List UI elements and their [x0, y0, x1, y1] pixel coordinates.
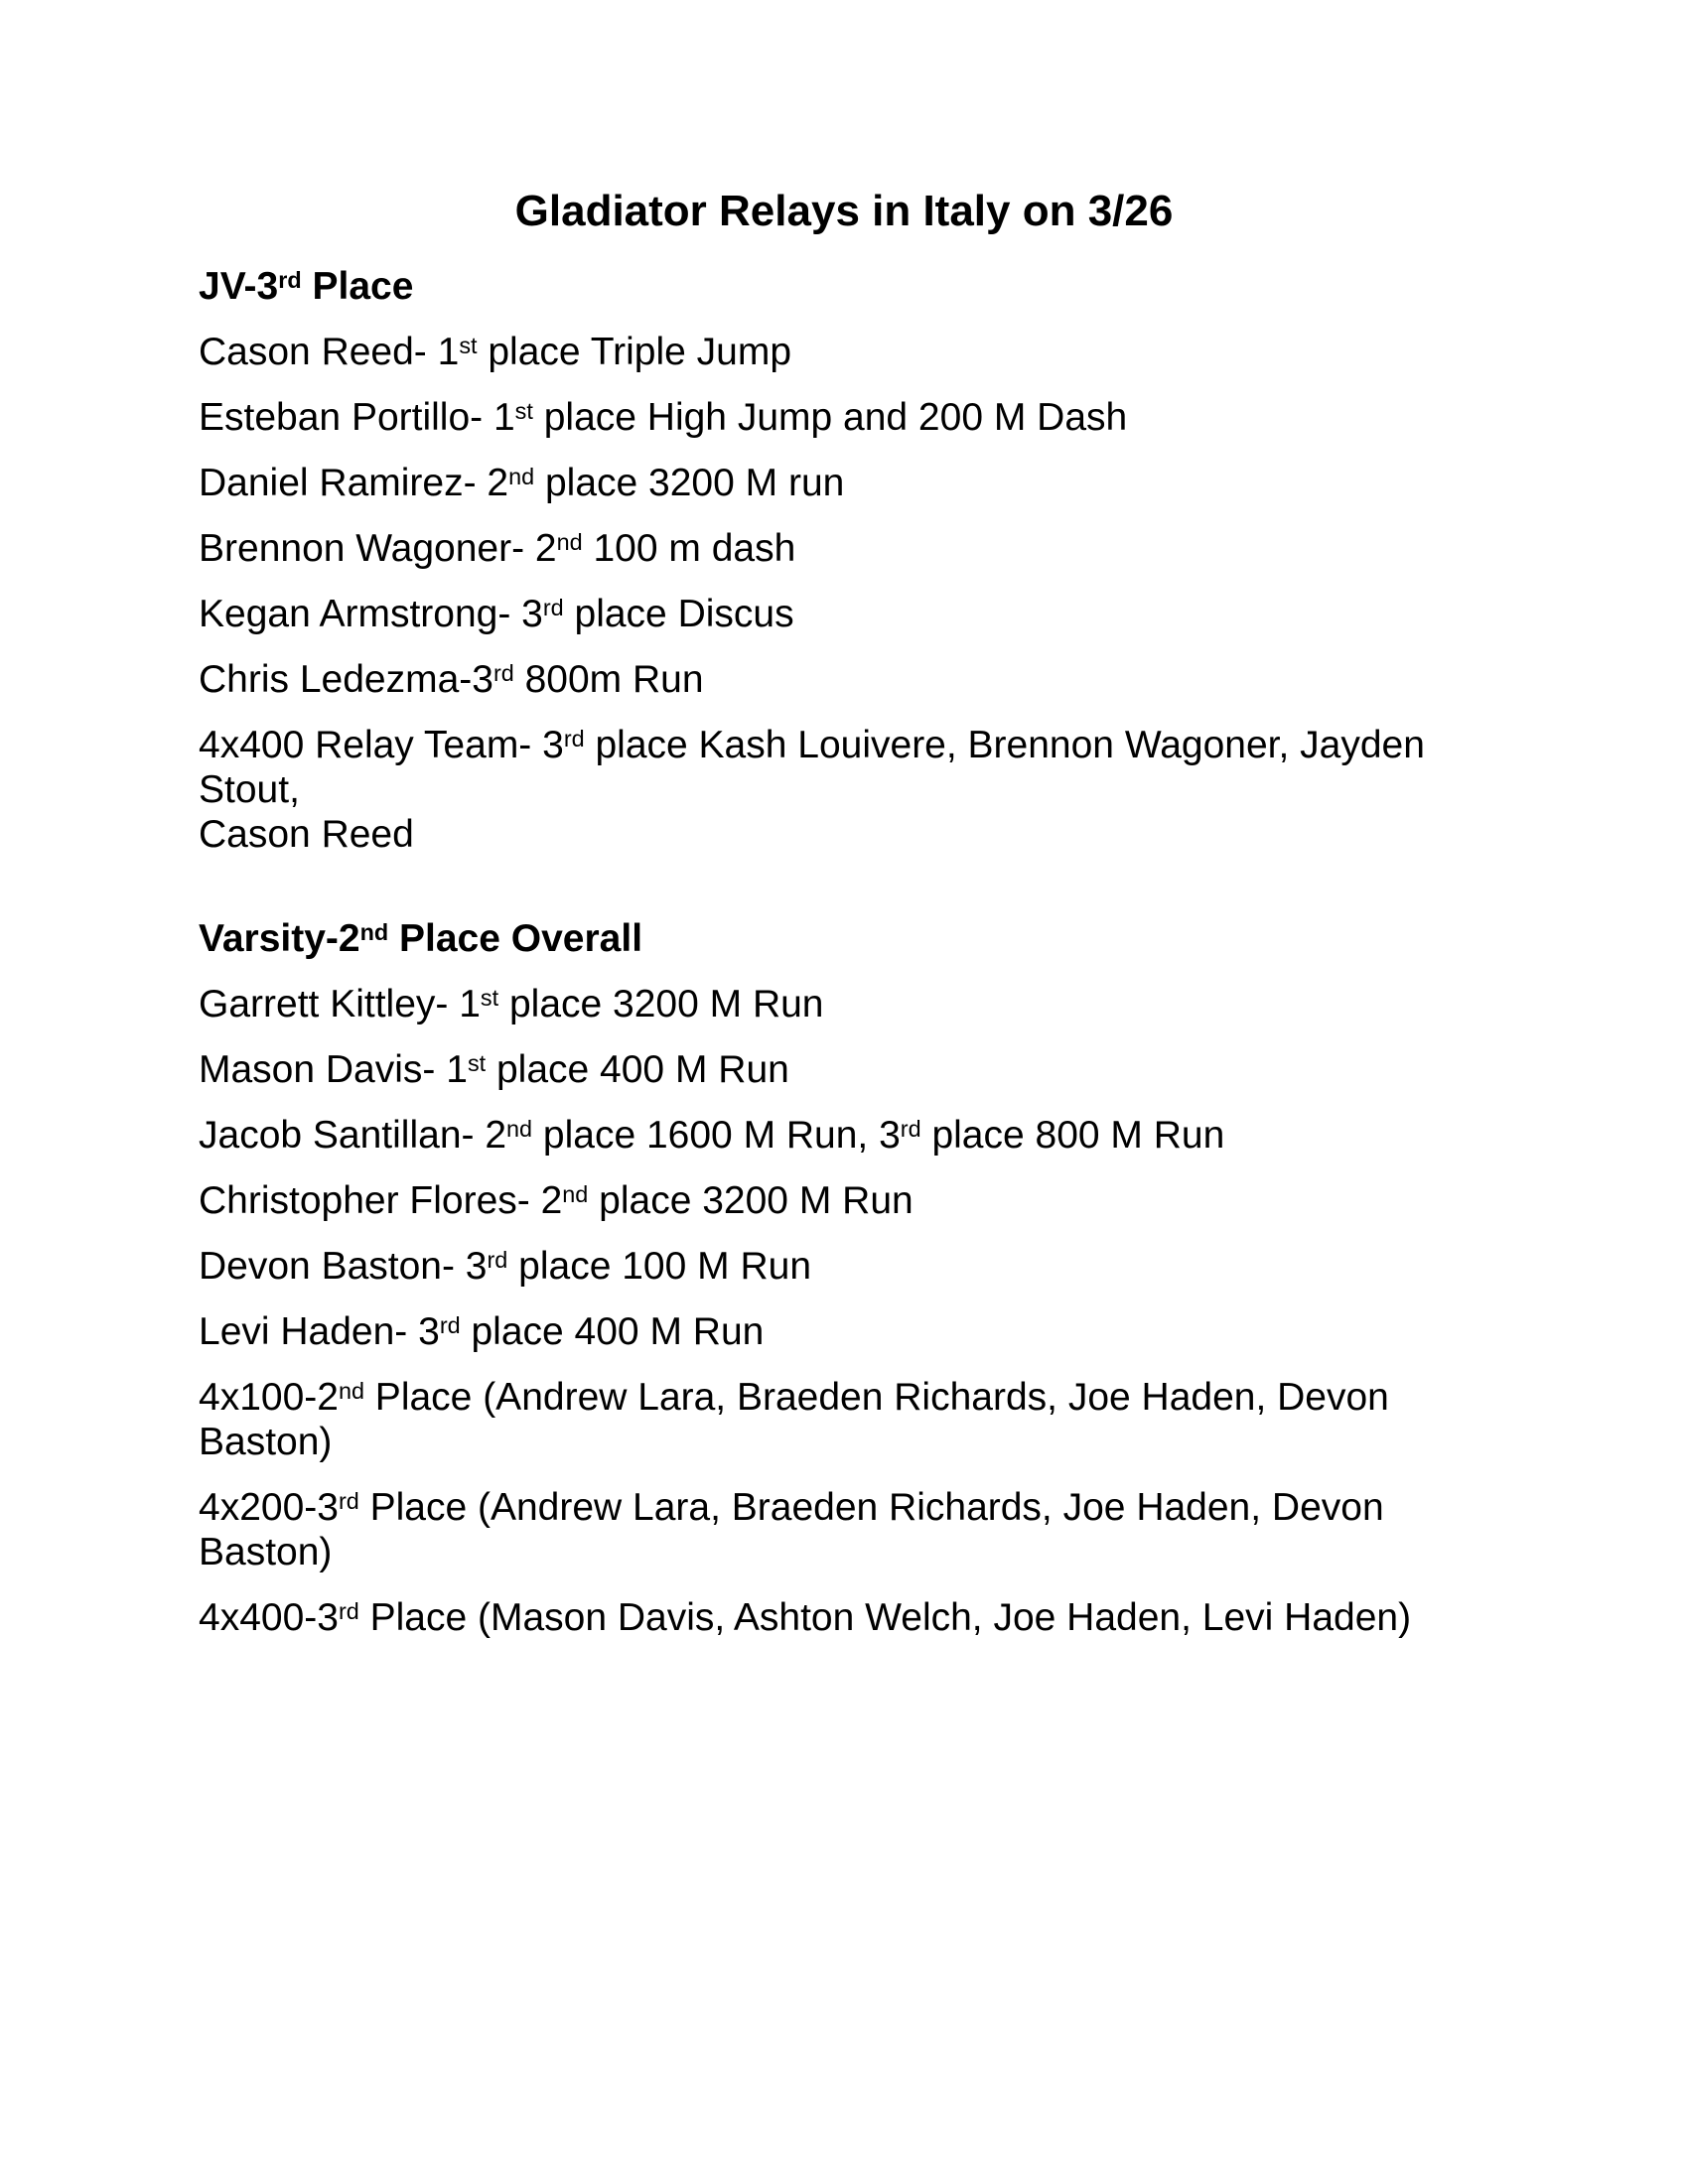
varsity-section-heading: Varsity-2nd Place Overall [199, 917, 643, 960]
document-title: Gladiator Relays in Italy on 3/26 [514, 187, 1174, 235]
ordinal-superscript: st [514, 398, 533, 425]
result-line: Brennon Wagoner- 2nd 100 m dash [199, 527, 796, 570]
ordinal-superscript: rd [487, 1247, 508, 1274]
ordinal-superscript: nd [508, 464, 535, 490]
section-varsity [199, 916, 1489, 1640]
section-jv [199, 264, 1489, 857]
ordinal-superscript: nd [556, 529, 583, 556]
varsity-results-list [199, 982, 1489, 1640]
result-line: Cason Reed- 1st place Triple Jump [199, 331, 792, 373]
result-line: Chris Ledezma-3rd 800m Run [199, 658, 704, 701]
ordinal-superscript: st [459, 333, 478, 359]
ordinal-superscript: rd [492, 660, 514, 687]
ordinal-superscript: rd [542, 595, 564, 621]
ordinal-superscript: nd [359, 919, 389, 946]
result-line: 4x100-2nd Place (Andrew Lara, Braeden Richards, Joe Haden, Devon Baston) [199, 1376, 1389, 1463]
ordinal-superscript: nd [562, 1181, 589, 1208]
result-line: 4x200-3rd Place (Andrew Lara, Braeden Richards, Joe Haden, Devon Baston) [199, 1486, 1384, 1573]
ordinal-superscript: rd [338, 1598, 359, 1625]
result-line: Jacob Santillan- 2nd place 1600 M Run, 3rd place 800 M Run [199, 1114, 1225, 1157]
result-line: 4x400-3rd Place (Mason Davis, Ashton Welch, Joe Haden, Levi Haden) [199, 1596, 1412, 1639]
ordinal-superscript: rd [563, 726, 585, 752]
ordinal-superscript: rd [900, 1116, 921, 1143]
ordinal-superscript: rd [338, 1488, 359, 1515]
result-line: Garrett Kittley- 1st place 3200 M Run [199, 983, 824, 1025]
ordinal-superscript: rd [278, 267, 302, 294]
ordinal-superscript: nd [506, 1116, 533, 1143]
result-line: Daniel Ramirez- 2nd place 3200 M run [199, 462, 845, 504]
result-line: Devon Baston- 3rd place 100 M Run [199, 1245, 812, 1288]
ordinal-superscript: nd [338, 1378, 364, 1405]
jv-results-list [199, 330, 1489, 857]
jv-section-heading: JV-3rd Place [199, 265, 414, 308]
result-line: 4x400 Relay Team- 3rd place Kash Louivere, Brennon Wagoner, Jayden Stout, Cason Reed [199, 724, 1425, 856]
ordinal-superscript: st [467, 1050, 487, 1077]
result-line: Kegan Armstrong- 3rd place Discus [199, 593, 794, 635]
result-line: Mason Davis- 1st place 400 M Run [199, 1048, 789, 1091]
ordinal-superscript: st [480, 985, 499, 1012]
result-line: Esteban Portillo- 1st place High Jump and 200 M Dash [199, 396, 1128, 439]
result-line: Christopher Flores- 2nd place 3200 M Run [199, 1179, 914, 1222]
ordinal-superscript: rd [439, 1312, 461, 1339]
result-line: Levi Haden- 3rd place 400 M Run [199, 1310, 765, 1353]
